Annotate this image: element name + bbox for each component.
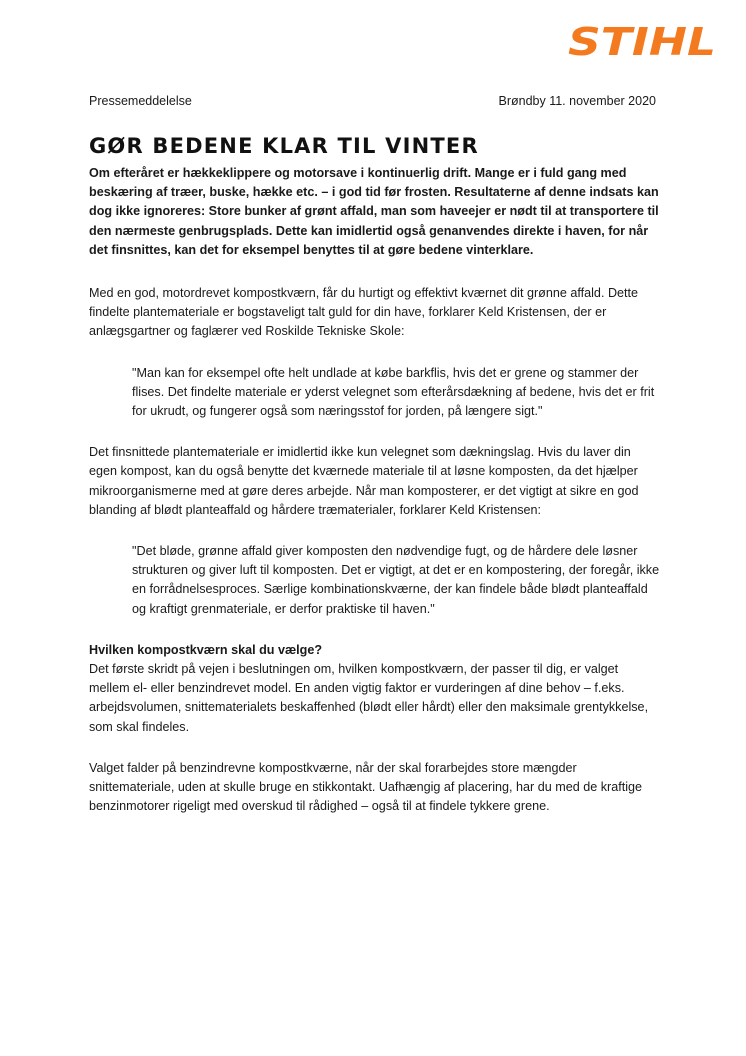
article: [89, 133, 661, 838]
document-type: Pressemeddelelse: [89, 94, 192, 108]
article-lead: Om efteråret er hækkeklippere og motorsave i kontinuerlig drift. Mange er i fuld gang med beskæring af træer, buske, hække etc. – i god tid før frosten. Resultaterne af denne indsats kan dog ikke ignoreres: Store bunker af grønt affald, man som haveejer er nødt til at transportere til den nærmeste genbrugsplads. Dette kan imidlertid også genanvendes direkte i haven, for når det finsnittes, kan det for eksempel benyttes til at gøre bedene vinterklare.: [89, 166, 659, 257]
stihl-logo-graphic: [568, 24, 718, 60]
paragraph-3: Det første skridt på vejen i beslutningen om, hvilken kompostkværn, der passer til dig, er valget mellem el- eller benzindrevet model. En anden vigtig faktor er vurderingen af dine behov – f.eks. arbejdsvolumen, snittematerialets beskaffenhed (blødt eller hårdt) eller den maksimale grentykkelse, som skal findeles.: [89, 662, 649, 734]
paragraph-1: Med en god, motordrevet kompostkværn, får du hurtigt og effektivt kværnet dit grønne affald. Dette findelte plantemateriale er bogstaveligt talt guld for din have, forklarer Keld Kristensen, der er anlægsgartner og faglærer ved Roskilde Tekniske Skole:: [89, 286, 639, 339]
quote-1: "Man kan for eksempel ofte helt undlade at købe barkflis, hvis det er grene og stammer der flises. Det findelte materiale er yderst velegnet som efterårsdækning af bedene, hvis det er frit for ukrudt, og fungerer også som næringsstof for jorden, på længere sigt.": [132, 365, 655, 419]
stihl-logo: [568, 24, 718, 60]
article-title: GØR BEDENE KLAR TIL VINTER: [89, 134, 479, 158]
paragraph-2: Det finsnittede plantemateriale er imidlertid ikke kun velegnet som dækningslag. Hvis du laver din egen kompost, kan du også benytte det kværnede materiale til at løsne komposten, da det hjælper mikroorganismerne med at gøre deres arbejde. Når man komposterer, er det vigtigt at sikre en god blanding af blødt planteaffald og hårdere træmaterialer, forklarer Keld Kristensen:: [89, 445, 639, 517]
quote-2: "Det bløde, grønne affald giver komposten den nødvendige fugt, og de hårdere dele løsner strukturen og giver luft til komposten. Det er vigtigt, at det er en kompostering, der foregår, ikke en forrådnelsesproces. Særlige kombinationskværne, der kan findele både blødt planteaffald og kraftigt grenmateriale, er derfor praktiske til haven.": [132, 544, 660, 616]
section-heading: Hvilken kompostkværn skal du vælge?: [89, 642, 323, 657]
paragraph-4: Valget falder på benzindrevne kompostkværne, når der skal forarbejdes store mængder snittemateriale, uden at skulle bruge en stikkontakt. Uafhængig af placering, har du med de kraftige benzinmotorer rigeligt med overskud til rådighed – også til at findele tykkere grene.: [89, 760, 643, 814]
stihl-logo-text: STIHL: [568, 24, 716, 60]
date-line: Brøndby 11. november 2020: [498, 94, 656, 108]
